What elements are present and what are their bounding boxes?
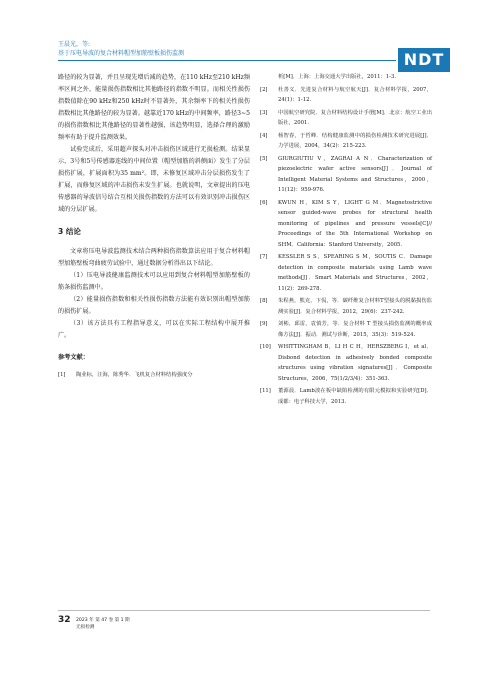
reference-number: [2] — [260, 86, 268, 93]
reference-text: KESSLER S S，SPEARING S M，SOUTIS C．Damage detection in composite materials using Lamb wave methods[J]．Smart Materials and Structures，2002，11(2)：269-278. — [278, 254, 432, 292]
reference-text: 中国航空研究院．复合材料结构设计手册[M]．北京：航空工业出版社，2001. — [278, 109, 432, 126]
reference-text: 刘彬，邱雷，袁慎芳，等．复合材料 T 型接头损伤监测的概率成像方法[J]．振动．测试与诊断，2015，35(3)：519-524. — [278, 321, 432, 338]
footer-journal-info — [76, 617, 130, 631]
reference-item — [260, 319, 432, 340]
conclusion-paragraph: 文章将压电导波监测技术结合两种损伤指数算法应用于复合材料帽型加筋壁板弯曲疲劳试验中，通过数据分析得出以下结论。 — [58, 248, 250, 267]
reference-number — [260, 72, 278, 83]
footer-journal-name: 无损检测 — [76, 625, 95, 630]
right-column — [260, 72, 432, 409]
header-authors: 王晨光，等: — [58, 41, 91, 48]
reference-number: [8] — [260, 298, 268, 304]
body-paragraph: 试验完成后，采用超声探头对冲击损伤区域进行无损检测。结果显示，3号和5号传感器连线的中间位置（帽型加筋的斜侧面）发生了分层损伤扩展，扩展面积为35 mm²。即，未修复区域冲击分层损伤发生了扩展，而修复区域的冲击损伤未发生扩展。也就说明，文章提出的压电传感器的导波信号结合互相关损伤指数的方法可以有效识别冲击损伤区域的分层扩展。 — [58, 146, 250, 213]
reference-item — [260, 131, 432, 152]
reference-item — [260, 252, 432, 294]
references-label: 参考文献： — [58, 354, 89, 361]
body-paragraph: 路径的较为显著，并且呈现先增后减的趋势，在110 kHz至210 kHz频率区间之外，能量损伤指数相比其他路径的指数不明显。而相关性损伤指数值除在90 kHz和250 kHz时不显著外，其余频率下的相关性损伤指数相比其他路径的较为显著。越靠近170 kHz的中间频率，路径3~5的损伤指数相比其他路径的显著性越强，该趋势明显，选择合理的激励频率有助于提升监测效果。 — [58, 74, 250, 141]
reference-text: 杨智春，于哲峰．结构健康监测中的损伤检测技术研究进展[J]．力学进展，2004，34(2)：215-223. — [278, 132, 432, 149]
reference-number: [3] — [260, 109, 268, 116]
reference-number: [7] — [260, 254, 268, 260]
reference-item — [260, 108, 432, 129]
header-rule — [58, 60, 396, 61]
reference-item — [260, 296, 432, 317]
reference-item — [260, 85, 432, 106]
page-number: 32 — [58, 615, 71, 625]
reference-text: GIURGIUTIU V，ZAGRAI A N．Characterization of piezoelectric wafer active sensors[J]．Journal of Intelligent Material Systems and Structures，2000，11(12)：959-976. — [278, 155, 432, 193]
section-heading: 3 结论 — [58, 227, 81, 236]
conclusion-item: （1）压电导波健康监测技术可以应用到复合材料帽型加筋壁板的筋条损伤监测中。 — [58, 272, 250, 291]
reference-item — [260, 342, 432, 384]
reference-number: [1] — [58, 372, 66, 378]
reference-text: 朱程燕，熊克，卞侃，等．碳纤维复合材料T型接头的脱黏损伤监测实验[J]．复合材料学报，2012，29(6)：237-242. — [278, 298, 432, 315]
reference-number: [11] — [260, 388, 271, 394]
reference-number: [6] — [260, 199, 268, 206]
reference-number: [10] — [260, 344, 271, 350]
reference-item — [260, 72, 432, 83]
conclusion-item: （2）能量损伤指数和相关性损伤指数方法能有效识别出帽型加筋的损伤扩展。 — [58, 296, 250, 315]
reference-item — [260, 154, 432, 196]
reference-item — [58, 370, 250, 381]
footer-issue: 2023 年 第 47 卷 第 1 期 — [76, 618, 130, 623]
reference-text: 杜善义．先进复合材料与航空航天[J]．复合材料学报，2007，24(1)：1-12. — [278, 86, 432, 103]
conclusion-item: （3）该方法具有工程指导意义，可以在实际工程结构中展开推广。 — [58, 320, 250, 339]
reference-text: KWUN H，KIM S Y，LIGHT G M．Magnetostrictive sensor guided-wave probes for structural health monitoring of pipelines and pressure vessels[C]// Proceedings of the 5th International Workshop on SHM．California：Stanford University，2005. — [278, 199, 432, 248]
reference-text: 析[M]．上海：上海交通大学出版社，2011：1-3. — [278, 74, 397, 80]
left-column — [58, 72, 250, 383]
reference-number: [5] — [260, 155, 268, 162]
running-header — [58, 40, 184, 58]
reference-text: 陶业标，汪海，陈秀华．飞机复合材料结构强度分 — [76, 372, 193, 378]
reference-item — [260, 198, 432, 251]
reference-item — [260, 386, 432, 407]
journal-logo: NDT — [398, 48, 450, 72]
reference-number: [4] — [260, 132, 268, 139]
reference-text: 董源晨．Lamb波在板中缺陷检测的有限元模拟和实验研究[D]．成都：电子科技大学，2013. — [278, 388, 432, 405]
reference-text: WHITTINGHAM B，LI H C H，HERSZBERG I，et al．Disbond detection in adhesively bonded composite structures using vibration signatures[J]．Composite Structures，2006，75(1/2/3/4)：351-363. — [278, 344, 432, 382]
reference-number: [9] — [260, 321, 268, 327]
footer-rule — [58, 610, 430, 611]
header-title: 基于压电导波的复合材料帽型加筋壁板损伤监测 — [58, 50, 185, 57]
